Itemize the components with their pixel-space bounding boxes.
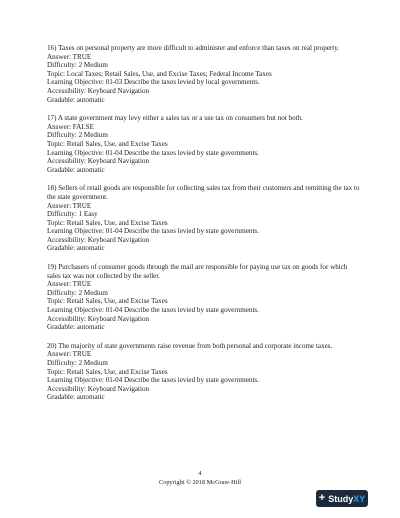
accessibility-line: Accessibility: Keyboard Navigation: [47, 86, 150, 95]
brand-suffix: XY: [353, 493, 366, 504]
answer-line: Answer: TRUE: [47, 52, 92, 61]
accessibility-line: Accessibility: Keyboard Navigation: [47, 384, 150, 393]
brand-prefix: Study: [328, 493, 354, 504]
accessibility-line: Accessibility: Keyboard Navigation: [47, 314, 150, 323]
question-20: [47, 342, 362, 402]
gradable-line: Gradable: automatic: [47, 393, 105, 402]
question-text: 18) Sellers of retail goods are responsible for collecting sales tax from their customers and remitting the tax to the state government.: [47, 184, 360, 201]
answer-line: Answer: TRUE: [47, 350, 92, 359]
page-number: 4: [198, 470, 202, 477]
gradable-line: Gradable: automatic: [47, 165, 105, 174]
gradable-line: Gradable: automatic: [47, 95, 105, 104]
document-page: [47, 44, 362, 412]
question-19: [47, 263, 362, 332]
brand-logo-text: [328, 494, 365, 504]
answer-line: Answer: TRUE: [47, 201, 92, 210]
topic-line: Topic: Retail Sales, Use, and Excise Taxes: [47, 218, 168, 227]
accessibility-line: Accessibility: Keyboard Navigation: [47, 157, 150, 166]
learning-objective-line: Learning Objective: 01-04 Describe the taxes levied by state governments.: [47, 376, 259, 385]
difficulty-line: Difficulty: 2 Medium: [47, 61, 108, 70]
learning-objective-line: Learning Objective: 01-04 Describe the taxes levied by state governments.: [47, 227, 259, 236]
question-text: 20) The majority of state governments raise revenue from both personal and corporate income taxes.: [47, 341, 333, 350]
learning-objective-line: Learning Objective: 01-03 Describe the taxes levied by local governments.: [47, 78, 260, 87]
studyxy-badge[interactable]: [316, 490, 368, 507]
gradable-line: Gradable: automatic: [47, 323, 105, 332]
difficulty-line: Difficulty: 1 Easy: [47, 210, 98, 219]
topic-line: Topic: Retail Sales, Use, and Excise Taxes: [47, 139, 168, 148]
copyright-text: Copyright © 2018 McGraw-Hill: [159, 479, 241, 486]
difficulty-line: Difficulty: 2 Medium: [47, 359, 108, 367]
difficulty-line: Difficulty: 2 Medium: [47, 288, 108, 297]
learning-objective-line: Learning Objective: 01-04 Describe the taxes levied by state governments.: [47, 306, 259, 315]
topic-line: Topic: Retail Sales, Use, and Excise Taxes: [47, 367, 168, 376]
learning-objective-line: Learning Objective: 01-04 Describe the taxes levied by state governments.: [47, 148, 259, 157]
difficulty-line: Difficulty: 2 Medium: [47, 131, 108, 140]
answer-line: Answer: FALSE: [47, 122, 94, 131]
topic-line: Topic: Retail Sales, Use, and Excise Taxes: [47, 297, 168, 306]
question-16: [47, 44, 362, 104]
question-17: [47, 114, 362, 174]
question-text: 16) Taxes on personal property are more difficult to administer and enforce than taxes on real property.: [47, 44, 340, 52]
answer-line: Answer: TRUE: [47, 280, 92, 289]
question-18: [47, 184, 362, 253]
topic-line: Topic: Local Taxes; Retail Sales, Use, and Excise Taxes; Federal Income Taxes: [47, 69, 272, 78]
gradable-line: Gradable: automatic: [47, 244, 105, 253]
question-text: 19) Purchasers of consumer goods through the mail are responsible for paying use tax on goods for which sales tax was not collected by the seller.: [47, 263, 348, 280]
accessibility-line: Accessibility: Keyboard Navigation: [47, 235, 150, 244]
question-text: 17) A state government may levy either a sales tax or a use tax on consumers but not both.: [47, 114, 303, 123]
plus-icon: +: [318, 491, 326, 504]
